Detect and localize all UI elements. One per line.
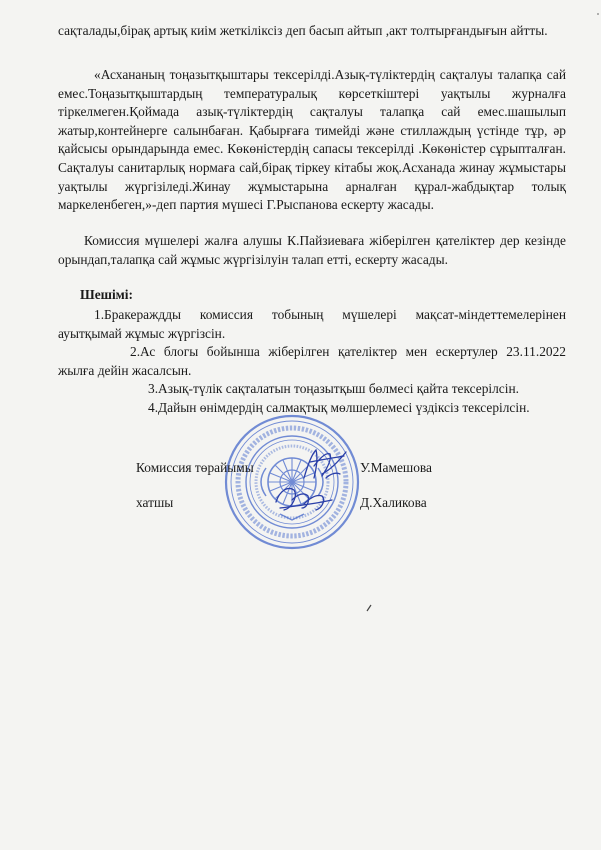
decision-item-3: 3.Азық-түлік сақталатын тоңазытқыш бөлмесі қайта тексерілсін. <box>148 381 519 396</box>
paragraph-continuation: сақталады,бірақ артық киім жеткіліксіз деп басып айтып ,акт толтырғандығын айтты. <box>58 23 548 38</box>
secretary-name: Д.Халикова <box>360 495 427 510</box>
chair-name: У.Мамешова <box>360 460 433 475</box>
secretary-title: хатшы <box>136 495 174 510</box>
chair-title: Комиссия төрайымы <box>136 460 254 475</box>
paragraph-commission: Комиссия мүшелері жалға алушы К.Пайзиеваға жіберілген қателіктер дер кезінде орындап,талапқа сай жұмыс жүргізілуін талап етті, ескерту жасады. <box>58 233 566 267</box>
decision-item-4: 4.Дайын өнімдердің салмақтық мөлшерлемесі үздіксіз тексерілсін. <box>148 400 530 415</box>
decision-heading: Шешімі: <box>80 287 133 302</box>
paragraph-quote: «Асхананың тоңазытқыштары тексерілді.Азық-түліктердің сақталуы талапқа сай емес.Тоңазытқыштардың температуралық көрсеткіштері уақтылы журналға тіркелмеген.Қоймада азық-түліктердің сақталуы талапқа сай емес.шашылып жатыр,контейнерге салынбаған. Қабырғаға тимейді және стиллаждың үстінде тұр, әр қайсысы орындарында емес. Көкөністердің сапасы тексерілді .Көкөністер сұрыпталған. Сақталуы санитарлық нормаға сай,бірақ тіркеу кітабы жоқ.Асханада жинау жұмыстары уақтылы жүргізіледі.Жинау жұмыстарына арналған құрал-жабдықтар толық маркеленбеген,»-деп партия мүшесі Г.Рыспанова ескерту жасады. <box>58 67 566 213</box>
decision-item-2: 2.Ас блогы бойынша жіберілген қателіктер мен ескертулер 23.11.2022 жылға дейін жасалсын. <box>58 344 566 378</box>
decision-item-1: 1.Бракераждды комиссия тобының мүшелері мақсат-міндеттемелерінен ауытқымай жұмыс жүргізсін. <box>58 307 566 341</box>
